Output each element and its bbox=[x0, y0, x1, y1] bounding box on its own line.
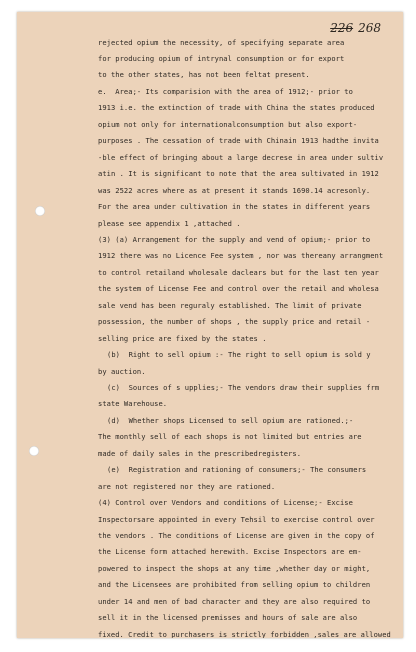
text-line: atin . It is significant to note that the area sultivated in 1912 bbox=[98, 169, 379, 178]
text-line: (e) Registration and rationing of consumers;- The consumers bbox=[107, 465, 367, 474]
punch-hole-bottom bbox=[29, 446, 39, 456]
text-line: sale vend has been reguraly established. The limit of private bbox=[98, 301, 362, 310]
text-line: fixed. Credit to purchasers is strictly forbidden ,sales are allowed bbox=[98, 630, 391, 638]
page-number-current: 268 bbox=[358, 21, 381, 35]
text-line: 1913 i.e. the extinction of trade with China the states produced bbox=[98, 103, 375, 112]
text-line: the License form attached herewith. Excise Inspectors are em- bbox=[98, 547, 362, 556]
text-line: and the Licensees are prohibited from selling opium to children bbox=[98, 580, 371, 589]
text-line: 1912 there was no Licence Fee system , nor was thereany arrangment bbox=[98, 251, 384, 260]
text-line: selling price are fixed by the states . bbox=[98, 334, 267, 343]
text-line: powered to inspect the shops at any time ,whether day or might, bbox=[98, 564, 371, 573]
text-line: was 2522 acres where as at present it stands 1690.14 acresonly. bbox=[98, 186, 371, 195]
text-line: purposes . The cessation of trade with Chinain 1913 hadthe invita bbox=[98, 136, 379, 145]
text-line: possession, the number of shops , the supply price and retail - bbox=[98, 317, 371, 326]
text-line: the system of License Fee and control over the retail and wholesa bbox=[98, 284, 379, 293]
text-line: under 14 and men of bad character and they are also required to bbox=[98, 597, 371, 606]
page-number bbox=[330, 21, 381, 35]
text-line: please see appendix 1 ,attached . bbox=[98, 219, 241, 228]
text-line: -ble effect of bringing about a large decrese in area under sultiv bbox=[98, 153, 384, 162]
text-line: e. Area;- Its comparision with the area of 1912;- prior to bbox=[98, 87, 353, 96]
punch-hole-top bbox=[35, 206, 45, 216]
text-line: (c) Sources of s upplies;- The vendors draw their supplies frm bbox=[107, 383, 380, 392]
text-line: (b) Right to sell opium :- The right to sell opium is sold y bbox=[107, 350, 371, 359]
text-line: rejected opium the necessity, of specifying separate area bbox=[98, 38, 345, 47]
text-line: are not registered nor they are rationed. bbox=[98, 482, 276, 491]
text-line: made of daily sales in the prescribedregisters. bbox=[98, 449, 302, 458]
text-line: Inspectorsare appointed in every Tehsil to exercise control over bbox=[98, 515, 375, 524]
page-number-struck: 226 bbox=[330, 21, 354, 35]
document-page bbox=[17, 12, 403, 638]
text-line: for producing opium of intrynal consumption or for export bbox=[98, 54, 345, 63]
text-line: opium not only for internationalconsumption but also export- bbox=[98, 120, 358, 129]
text-line: the vendors . The conditions of License are given in the copy of bbox=[98, 531, 375, 540]
text-line: (3) (a) Arrangement for the supply and vend of opium;- prior to bbox=[98, 235, 371, 244]
text-line: sell it in the licensed premisses and hours of sale are also bbox=[98, 613, 358, 622]
text-line: The monthly sell of each shops is not limited but entries are bbox=[98, 432, 362, 441]
text-line: to the other states, has not been feltat present. bbox=[98, 70, 310, 79]
text-line: by auction. bbox=[98, 367, 146, 376]
text-line: For the area under cultivation in the states in different years bbox=[98, 202, 371, 211]
text-line: state Warehouse. bbox=[98, 399, 168, 408]
text-line: (d) Whether shops Licensed to sell opium are rationed.;- bbox=[107, 416, 354, 425]
text-line: to control retailand wholesale daclears but for the last ten year bbox=[98, 268, 379, 277]
text-line: (4) Control over Vendors and conditions of License;- Excise bbox=[98, 498, 353, 507]
